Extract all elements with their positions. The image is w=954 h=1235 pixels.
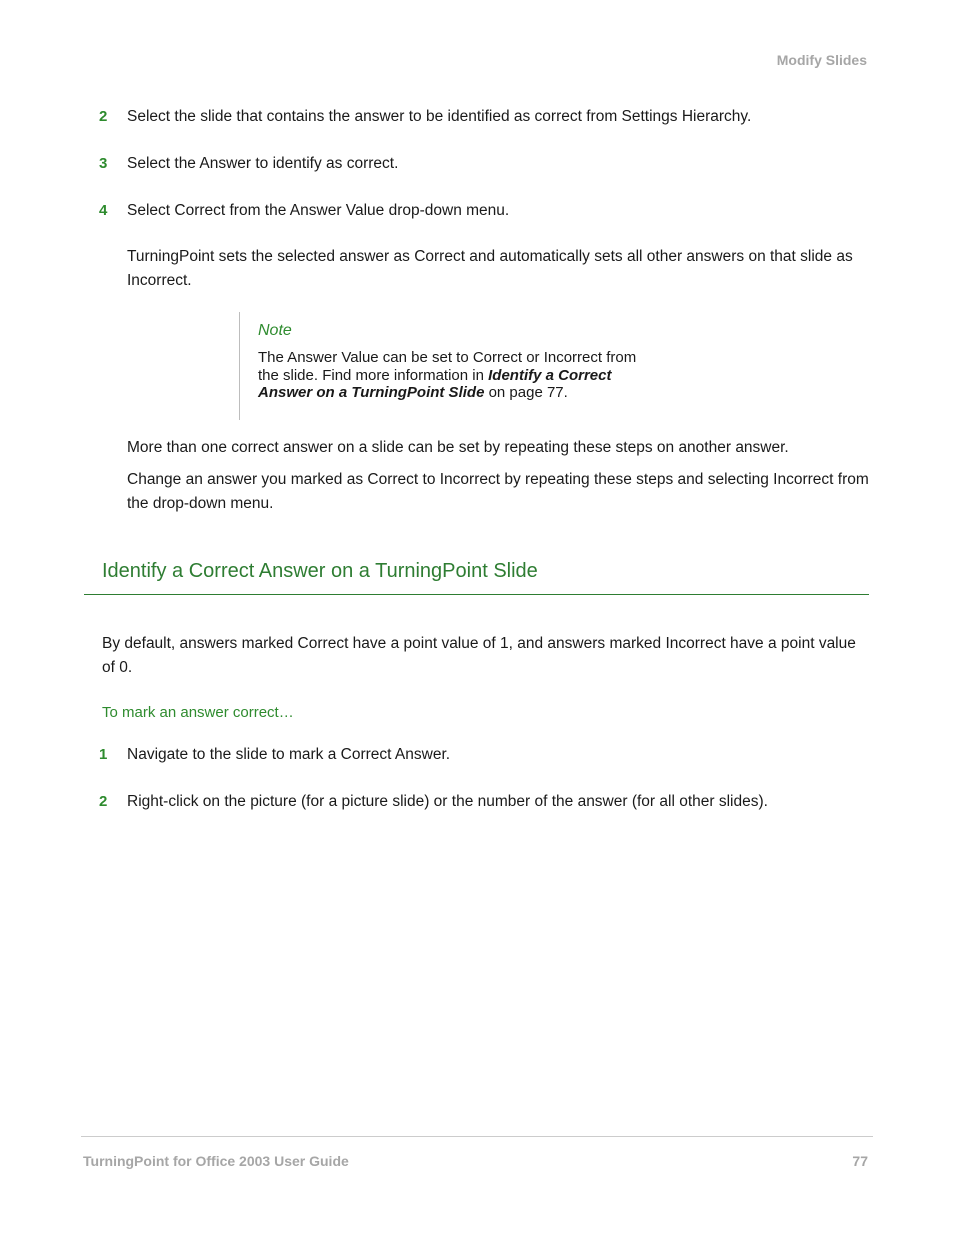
section-divider [84, 594, 869, 595]
step-text: Select the Answer to identify as correct. [127, 155, 399, 172]
step-text: Right-click on the picture (for a picture slide) or the number of the answer (for all other slides). [127, 793, 768, 810]
note-title: Note [258, 322, 292, 339]
result-paragraph: TurningPoint sets the selected answer as Correct and automatically sets all other answers on that slide as Incorrect. [127, 248, 853, 289]
step-text: Navigate to the slide to mark a Correct Answer. [127, 746, 451, 763]
note-cross-reference-link[interactable]: Identify a Correct Answer on a TurningPoint Slide [258, 366, 612, 401]
step-number: 3 [99, 155, 108, 172]
page-number: 77 [852, 1153, 868, 1169]
paragraph-multiple-correct: More than one correct answer on a slide can be set by repeating these steps on another answer. [127, 439, 789, 456]
note-body [258, 349, 648, 402]
footer-title: TurningPoint for Office 2003 User Guide [83, 1153, 349, 1169]
section-heading: Identify a Correct Answer on a TurningPoint Slide [102, 560, 538, 582]
note-text: The Answer Value can be set to Correct or Incorrect from the slide. Find more information in [258, 349, 637, 384]
footer-divider [81, 1136, 873, 1137]
paragraph-change-answer: Change an answer you marked as Correct to Incorrect by repeating these steps and selecting Incorrect from the drop-down menu. [127, 471, 869, 512]
step-number: 2 [99, 108, 108, 125]
step-text: Select Correct from the Answer Value drop-down menu. [127, 202, 510, 219]
section-intro: By default, answers marked Correct have a point value of 1, and answers marked Incorrect have a point value of 0. [102, 635, 856, 676]
running-header: Modify Slides [776, 52, 867, 68]
note-text-end: on page 77. [484, 384, 568, 401]
step-number: 4 [99, 202, 108, 219]
note-box [239, 312, 658, 420]
step-number: 1 [99, 746, 108, 763]
step-number: 2 [99, 793, 108, 810]
step-text: Select the slide that contains the answer to be identified as correct from Settings Hierarchy. [127, 108, 752, 125]
procedure-heading: To mark an answer correct… [102, 704, 294, 721]
